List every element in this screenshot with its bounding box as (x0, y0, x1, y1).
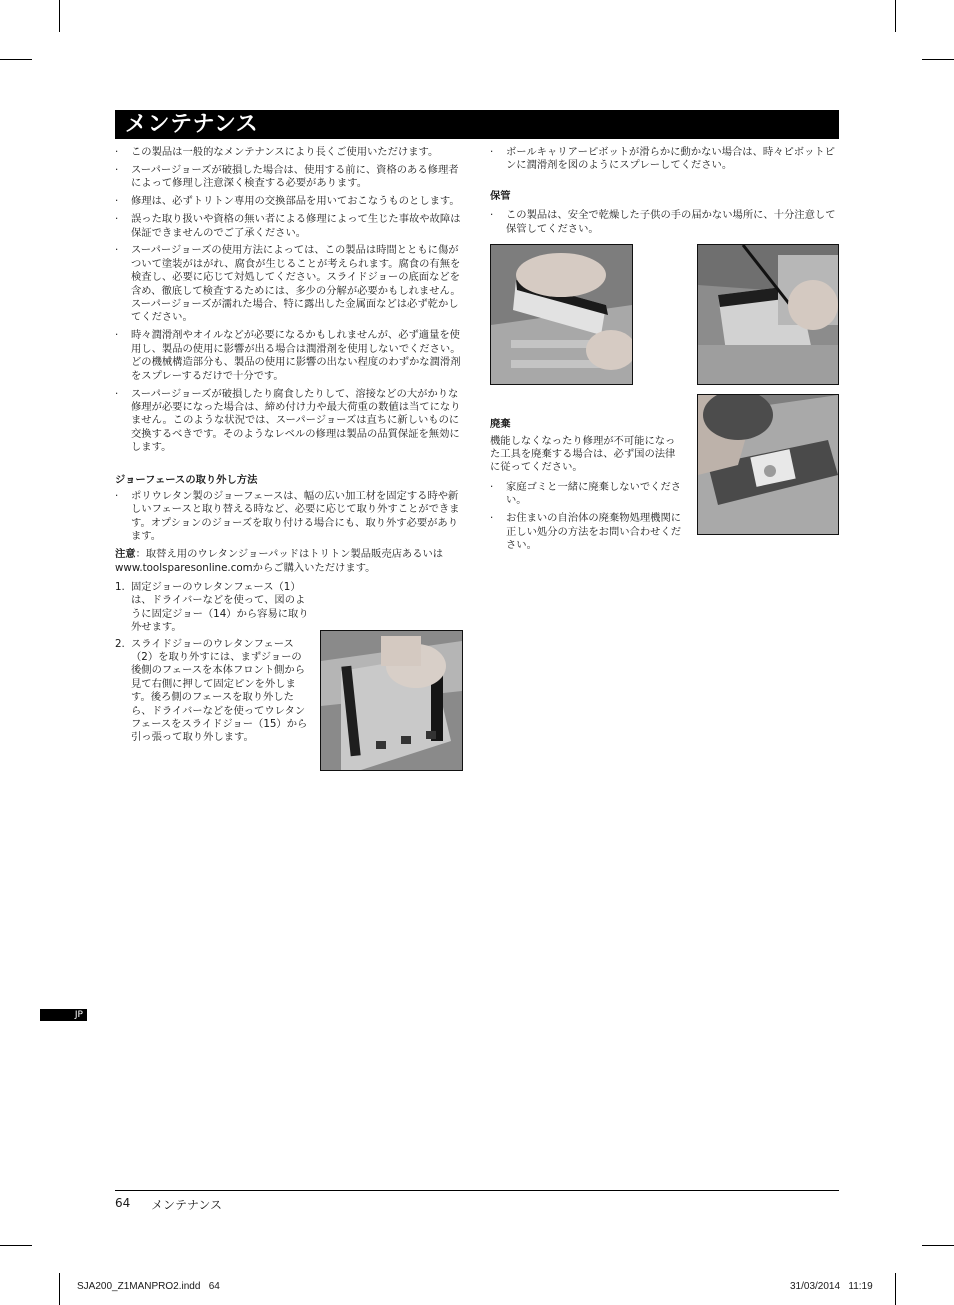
jaw-face-removal-photo (320, 630, 463, 771)
step-text: 固定ジョーのウレタンフェース（1）は、ドライバーなどを使って、図のように固定ジョー（14）から容易に取り外せます。 (131, 580, 309, 634)
slug-datetime: 31/03/2014 11:19 (790, 1281, 873, 1292)
pivot-pin-photo (697, 394, 839, 535)
page-title: メンテナンス (125, 112, 259, 137)
storage-heading: 保管 (490, 190, 511, 203)
crop-mark (0, 59, 32, 60)
lubricant-spray-photo (697, 244, 839, 385)
step-number: 2. (115, 637, 125, 650)
crop-mark (895, 0, 896, 32)
crop-mark (922, 1245, 954, 1246)
list-item: · 時々潤滑剤やオイルなどが必要になるかもしれませんが、必ず適量を使用し、製品の使用に影響が出る場合は潤滑剤を使用しないでください。どの機械構造部分も、製品の使用に影響の出ない程度のわずかな潤滑剤をスプレーするだけで十分です。 (115, 329, 462, 383)
list-item: · お住まいの自治体の廃棄物処理機関に正しい処分の方法をお問い合わせください。 (490, 512, 685, 552)
crop-mark (59, 0, 60, 32)
slug-filename: SJA200_Z1MANPRO2.indd 64 (77, 1281, 220, 1292)
step-item (115, 581, 310, 635)
note-label: 注意 (115, 548, 136, 561)
list-item: · この製品は、安全で乾燥した子供の手の届かない場所に、十分注意して保管してください。 (490, 209, 838, 236)
list-item: · 誤った取り扱いや資格の無い者による修理によって生じた事故や故障は保証できませんのでご了承ください。 (115, 213, 462, 240)
note-text: ：取替え用のウレタンジョーパッドはトリトン製品販売店あるいはwww.toolsparesonline.comからご購入いただけます。 (115, 548, 444, 574)
removal-steps (115, 581, 310, 745)
step-item (115, 638, 310, 745)
step-text: スライドジョーのウレタンフェース（2）を取り外すには、まずジョーの後側のフェースを本体フロント側から見て右側に押して固定ピンを外します。後ろ側のフェースを取り外したら、ドライバーなどを使ってウレタンフェースをスライドジョー（15）から引っ張って取り外します。 (131, 637, 308, 744)
language-tab (40, 1009, 87, 1021)
list-item: · ポリウレタン製のジョーフェースは、幅の広い加工材を固定する時や新しいフェースと取り替える時など、必要に応じて取り外すことができます。オプションのジョーズを取り付ける場合にも、取り外す必要があります。 (115, 490, 462, 544)
jaw-section-heading: ジョーフェースの取り外し方法 (115, 474, 258, 487)
step-number: 1. (115, 580, 125, 593)
crop-mark (895, 1273, 896, 1305)
list-item: · ボールキャリアーピボットが滑らかに動かない場合は、時々ピボットピンに潤滑剤を図のようにスプレーしてください。 (490, 146, 838, 173)
disposal-text: 機能しなくなったり修理が不可能になった工具を廃棄する場合は、必ず国の法律に従ってください。 (490, 434, 676, 474)
storage-bullet-list (490, 209, 838, 236)
maintenance-bullet-list (115, 146, 462, 455)
list-item: · この製品は一般的なメンテナンスにより長くご使用いただけます。 (115, 146, 462, 159)
section-title-bar (115, 110, 839, 139)
language-tab-label: JP (74, 1010, 83, 1020)
jaw-handling-photo (490, 244, 633, 385)
page-number: 64 (115, 1196, 131, 1210)
crop-mark (0, 1245, 32, 1246)
list-item: · スーパージョーズの使用方法によっては、この製品は時間とともに傷がついて塗装がはがれ、腐食が生じることが考えられます。腐食の有無を検査し、必要に応じて対処してください。スライドジョーの底面などを含め、徹底して検査するためには、多少の分解が必要かもしれません。スーパージョーズが濡れた場合、特に露出した金属面などは必ず乾かしてください。 (115, 244, 462, 324)
list-item: · 家庭ゴミと一緒に廃棄しないでください。 (490, 481, 685, 508)
note-paragraph (115, 548, 462, 575)
crop-mark (922, 59, 954, 60)
list-item: · スーパージョーズが破損したり腐食したりして、溶接などの大がかりな修理が必要になった場合は、締め付け力や最大荷重の数値は当てになりません。このような状況では、スーパージョーズは直ちに新しいものに交換するべきです。そのようなレベルの修理は製品の品質保証を無効にします。 (115, 388, 462, 455)
jaw-bullet-list (115, 490, 462, 544)
footer-section-label: メンテナンス (151, 1198, 223, 1212)
crop-mark (59, 1273, 60, 1305)
footer-rule (115, 1190, 839, 1191)
disposal-bullet-list (490, 481, 685, 553)
pivot-bullet-list (490, 146, 838, 173)
list-item: · スーパージョーズが破損した場合は、使用する前に、資格のある修理者によって修理し注意深く検査する必要があります。 (115, 164, 462, 191)
list-item: · 修理は、必ずトリトン専用の交換部品を用いておこなうものとします。 (115, 195, 462, 208)
disposal-heading: 廃棄 (490, 417, 511, 430)
